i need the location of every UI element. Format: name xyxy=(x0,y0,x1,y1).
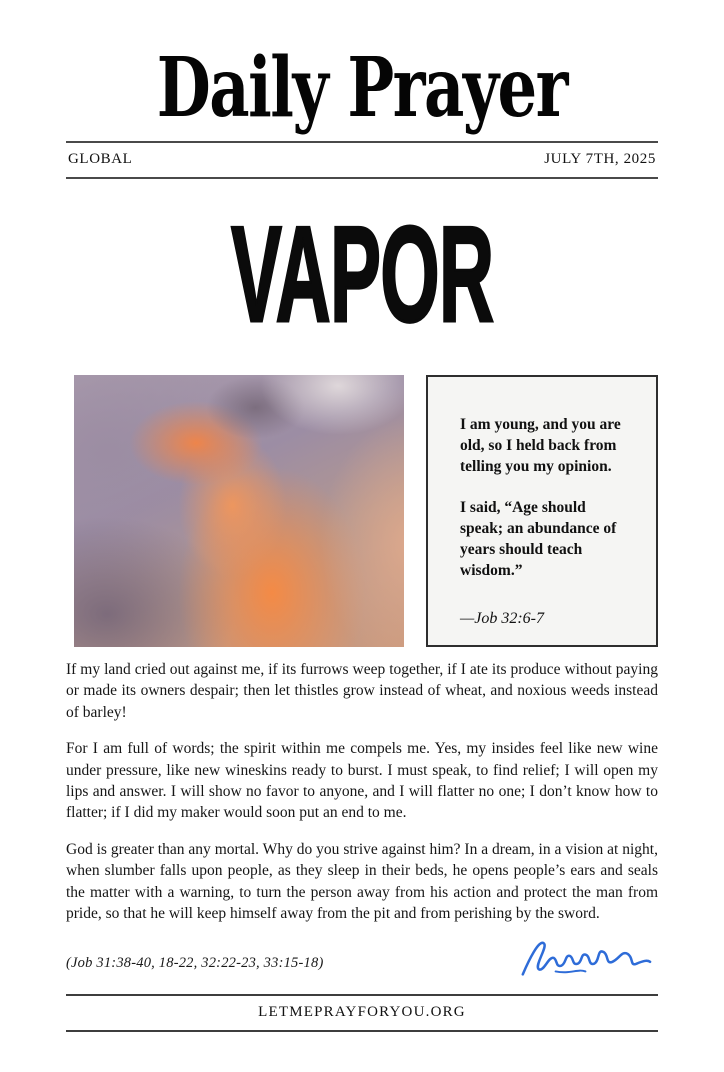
quote-paragraph: I am young, and you are old, so I held back from telling you my opinion. xyxy=(460,416,621,475)
article-paragraph: For I am full of words; the spirit within me compels me. Yes, my insides feel like new wine under pressure, like new wineskins ready to burst. I must speak, to find relief; I will open my lips and answer. I will show no favor to anyone, and I will flatter no one; I don’t know how to flatter; if I did my maker would soon put an end to me. xyxy=(66,740,658,822)
headline-text: VAPOR xyxy=(230,198,494,350)
article-paragraph: God is greater than any mortal. Why do you strive against him? In a dream, in a vision at night, when slumber falls upon people, as they sleep in their beds, he opens people’s ears and seals the matter with a warning, to turn the person away from his action and protect the man from pride, so that he will keep himself away from the pit and from perishing by the sword. xyxy=(66,840,658,923)
byline-row xyxy=(66,930,658,980)
dateline xyxy=(66,141,658,179)
quote-paragraph: I said, “Age should speak; an abundance of years should teach wisdom.” xyxy=(460,499,617,579)
newsletter-page xyxy=(0,40,724,1072)
media-row xyxy=(66,375,658,647)
signature-scribble xyxy=(517,930,652,982)
website-url: LETMEPRAYFORYOU.ORG xyxy=(258,1004,466,1021)
masthead-title-text: Daily Prayer xyxy=(156,40,568,136)
scripture-quote-box xyxy=(426,375,658,647)
scripture-references: (Job 31:38-40, 18-22, 32:22-23, 33:15-18) xyxy=(66,955,324,972)
quote-citation: —Job 32:6-7 xyxy=(460,609,544,627)
masthead-title xyxy=(66,40,658,136)
footer-bar xyxy=(66,994,658,1032)
sunset-clouds-photo xyxy=(74,375,404,647)
edition-label: GLOBAL xyxy=(68,151,133,167)
article-body xyxy=(66,659,658,924)
headline xyxy=(66,198,658,350)
article-paragraph: If my land cried out against me, if its furrows weep together, if I ate its produce without paying or made its owners despair; then let thistles grow instead of wheat, and noxious weeds instead of barley! xyxy=(66,661,658,721)
date-label: JULY 7TH, 2025 xyxy=(544,151,656,167)
